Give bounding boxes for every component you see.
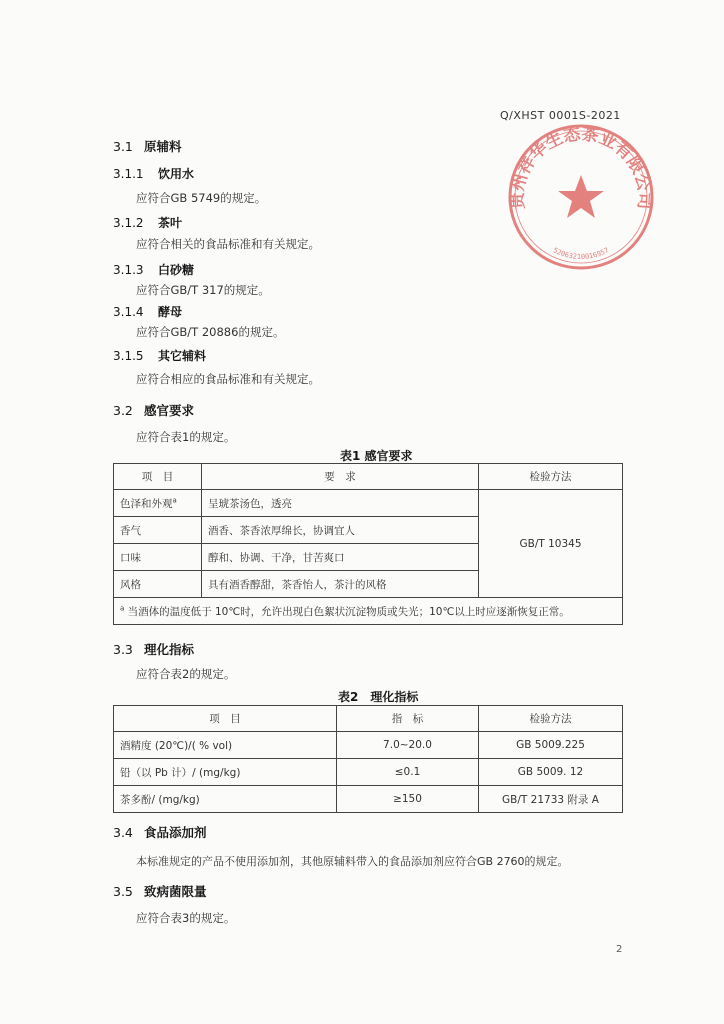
svg-text:52063210016957 — [552, 246, 611, 261]
table-header-cell: 检验方法 — [479, 706, 623, 732]
section-number: 3.1.5 — [113, 349, 144, 363]
footnote-mark: a — [172, 496, 177, 504]
table-header-cell: 项 目 — [114, 464, 202, 490]
table-note — [114, 598, 623, 625]
section-3-1-1-text: 应符合GB 5749的规定。 — [136, 191, 267, 205]
table-cell-value: ≤0.1 — [337, 759, 479, 786]
section-3-5-heading — [113, 882, 207, 900]
section-title: 酵母 — [158, 305, 183, 319]
section-3-1-2-text: 应符合相关的食品标准和有关规定。 — [136, 237, 320, 251]
section-3-1-2-heading — [113, 214, 182, 231]
section-title: 饮用水 — [158, 167, 195, 181]
table-cell-value: 7.0~20.0 — [337, 732, 479, 759]
table-header-row — [114, 464, 623, 490]
section-title: 致病菌限量 — [144, 884, 207, 899]
seal-star-icon — [558, 175, 604, 218]
section-number: 3.1.2 — [113, 216, 144, 230]
table-header-cell: 检验方法 — [479, 464, 623, 490]
table-cell-requirement: 呈琥茶汤色，透亮 — [202, 490, 479, 517]
seal-serial: 52063210016957 — [551, 246, 611, 262]
section-number: 3.1 — [113, 139, 133, 154]
table-cell-method: GB/T 21733 附录 A — [479, 786, 623, 813]
seal-company-name: 贵州祥华生态茶业有限公司 — [507, 124, 655, 210]
section-title: 理化指标 — [144, 642, 195, 657]
section-title: 白砂糖 — [158, 263, 195, 277]
table-cell-method: GB/T 10345 — [479, 490, 623, 598]
section-3-1-3-text: 应符合GB/T 317的规定。 — [136, 283, 270, 297]
table-cell-item: 铅（以 Pb 计）/ (mg/kg) — [114, 759, 337, 786]
section-number: 3.1.3 — [113, 263, 144, 277]
section-3-4-heading — [113, 823, 207, 841]
section-number: 3.3 — [113, 642, 133, 657]
table1-caption: 表1 感官要求 — [340, 449, 413, 463]
table-cell-item: 口味 — [114, 544, 202, 571]
table-header-cell: 项 目 — [114, 706, 337, 732]
section-3-1-1-heading — [113, 165, 194, 182]
table-row — [114, 732, 623, 759]
section-3-1-4-text: 应符合GB/T 20886的规定。 — [136, 325, 285, 339]
section-3-3-text: 应符合表2的规定。 — [136, 667, 236, 681]
table-cell-value: ≥150 — [337, 786, 479, 813]
note-text: 当酒体的温度低于 10℃时，允许出现白色絮状沉淀物质或失光；10℃以上时应逐渐恢复正常。 — [127, 605, 570, 618]
section-3-1-heading — [113, 137, 182, 155]
table-header-cell: 指 标 — [337, 706, 479, 732]
footnote-mark: a — [120, 604, 125, 612]
table-cell-requirement: 酒香、茶香浓厚绵长，协调宜人 — [202, 517, 479, 544]
table-header-row — [114, 706, 623, 732]
section-3-5-text: 应符合表3的规定。 — [136, 911, 236, 925]
section-3-2-heading — [113, 401, 194, 419]
section-title: 食品添加剂 — [144, 825, 207, 840]
table-cell-requirement: 具有酒香醇甜，茶香怡人，茶汁的风格 — [202, 571, 479, 598]
section-number: 3.5 — [113, 884, 133, 899]
table-cell-item: 茶多酚/ (mg/kg) — [114, 786, 337, 813]
section-3-3-heading — [113, 640, 194, 658]
table-cell-item: 酒精度 (20℃)/( % vol) — [114, 732, 337, 759]
document-number: Q/XHST 0001S-2021 — [500, 109, 621, 122]
section-number: 3.4 — [113, 825, 133, 840]
table-cell-item: 香气 — [114, 517, 202, 544]
page-number: 2 — [616, 944, 623, 955]
table-row — [114, 786, 623, 813]
section-3-1-5-text: 应符合相应的食品标准和有关规定。 — [136, 372, 320, 386]
section-title: 感官要求 — [144, 403, 195, 418]
table-cell-method: GB 5009.225 — [479, 732, 623, 759]
table-cell-item: 风格 — [114, 571, 202, 598]
section-3-1-5-heading — [113, 347, 206, 364]
physicochemical-indicators-table — [113, 705, 623, 813]
sensory-requirements-table — [113, 463, 623, 625]
table-row — [114, 759, 623, 786]
table-cell-requirement: 醇和、协调、干净，甘苦爽口 — [202, 544, 479, 571]
section-title: 茶叶 — [158, 216, 183, 230]
section-title: 其它辅料 — [158, 349, 207, 363]
table-header-cell: 要 求 — [202, 464, 479, 490]
item-name: 色泽和外观 — [120, 497, 173, 510]
section-3-4-text: 本标准规定的产品不使用添加剂，其他原辅料带入的食品添加剂应符合GB 2760的规定。 — [136, 855, 569, 868]
table-cell-item — [114, 490, 202, 517]
table2-caption: 表2 理化指标 — [338, 690, 419, 704]
company-seal — [507, 123, 655, 271]
section-3-1-3-heading — [113, 261, 194, 278]
section-number: 3.2 — [113, 403, 133, 418]
section-number: 3.1.4 — [113, 305, 144, 319]
table-note-row — [114, 598, 623, 625]
section-number: 3.1.1 — [113, 167, 144, 181]
section-3-1-4-heading — [113, 303, 182, 320]
table-row — [114, 490, 623, 517]
table-cell-method: GB 5009. 12 — [479, 759, 623, 786]
section-title: 原辅料 — [144, 139, 182, 154]
section-3-2-text: 应符合表1的规定。 — [136, 430, 236, 444]
